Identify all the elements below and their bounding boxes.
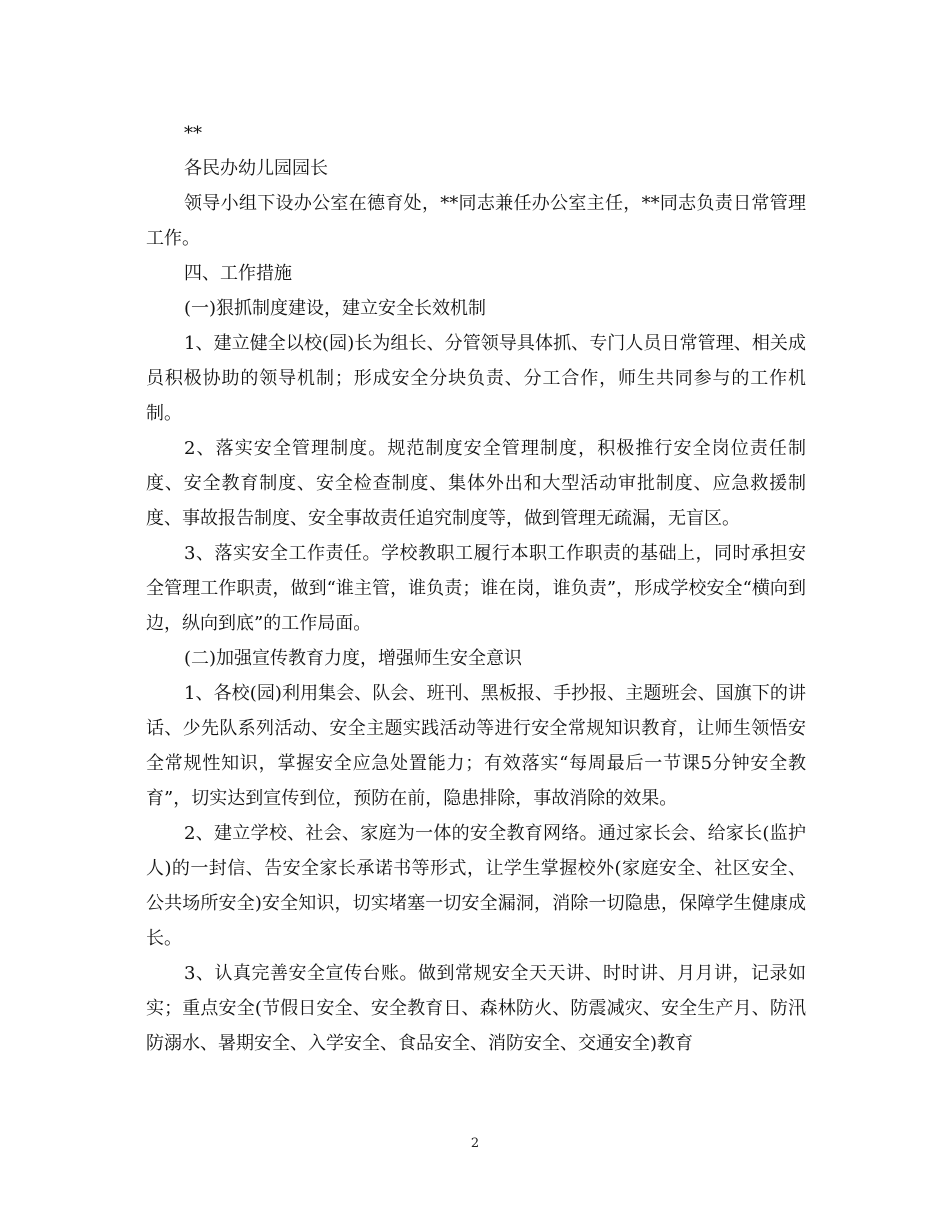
document-body xyxy=(146,116,806,1061)
paragraph-item-1-education: 1、各校(园)利用集会、队会、班刊、黑板报、手抄报、主题班会、国旗下的讲话、少先队系列活动、安全主题实践活动等进行安全常规知识教育，让师生领悟安全常规性知识，掌握安全应急处置能力；有效落实“每周最后一节课5分钟安全教育”，切实达到宣传到位，预防在前，隐患排除，事故消除的效果。 xyxy=(146,683,806,809)
paragraph-item-2-management: 2、落实安全管理制度。规范制度安全管理制度，积极推行安全岗位责任制度、安全教育制度、安全检查制度、集体外出和大型活动审批制度、应急救援制度、事故报告制度、安全事故责任追究制度等，做到管理无疏漏，无盲区。 xyxy=(146,438,806,529)
paragraph-item-3-records: 3、认真完善安全宣传台账。做到常规安全天天讲、时时讲、月月讲，记录如实；重点安全(节假日安全、安全教育日、森林防火、防震减灾、安全生产月、防汛防溺水、暑期安全、入学安全、食品安全、消防安全、交通安全)教育 xyxy=(146,963,806,1054)
section-heading-measures: 四、工作措施 xyxy=(184,263,292,284)
subheading-system-building: (一)狠抓制度建设，建立安全长效机制 xyxy=(184,298,487,319)
paragraph-item-1-leadership: 1、建立健全以校(园)长为组长、分管领导具体抓、专门人员日常管理、相关成员积极协助的领导机制；形成安全分块负责、分工合作，师生共同参与的工作机制。 xyxy=(146,333,806,424)
paragraph-item-3-responsibility: 3、落实安全工作责任。学校教职工履行本职工作职责的基础上，同时承担安全管理工作职责，做到“谁主管，谁负责；谁在岗，谁负责”，形成学校安全“横向到边，纵向到底”的工作局面。 xyxy=(146,543,806,634)
paragraph-office-setup: 领导小组下设办公室在德育处，**同志兼任办公室主任，**同志负责日常管理工作。 xyxy=(146,193,806,249)
paragraph-kindergarten-heads: 各民办幼儿园园长 xyxy=(184,158,328,179)
paragraph-item-2-network: 2、建立学校、社会、家庭为一体的安全教育网络。通过家长会、给家长(监护人)的一封信、告安全家长承诺书等形式，让学生掌握校外(家庭安全、社区安全、公共场所安全)安全知识，切实堵塞一切安全漏洞，消除一切隐患，保障学生健康成长。 xyxy=(146,823,806,949)
paragraph-header-stars: ** xyxy=(184,123,202,144)
subheading-publicity-education: (二)加强宣传教育力度，增强师生安全意识 xyxy=(184,648,523,669)
page-number: 2 xyxy=(470,1136,480,1151)
